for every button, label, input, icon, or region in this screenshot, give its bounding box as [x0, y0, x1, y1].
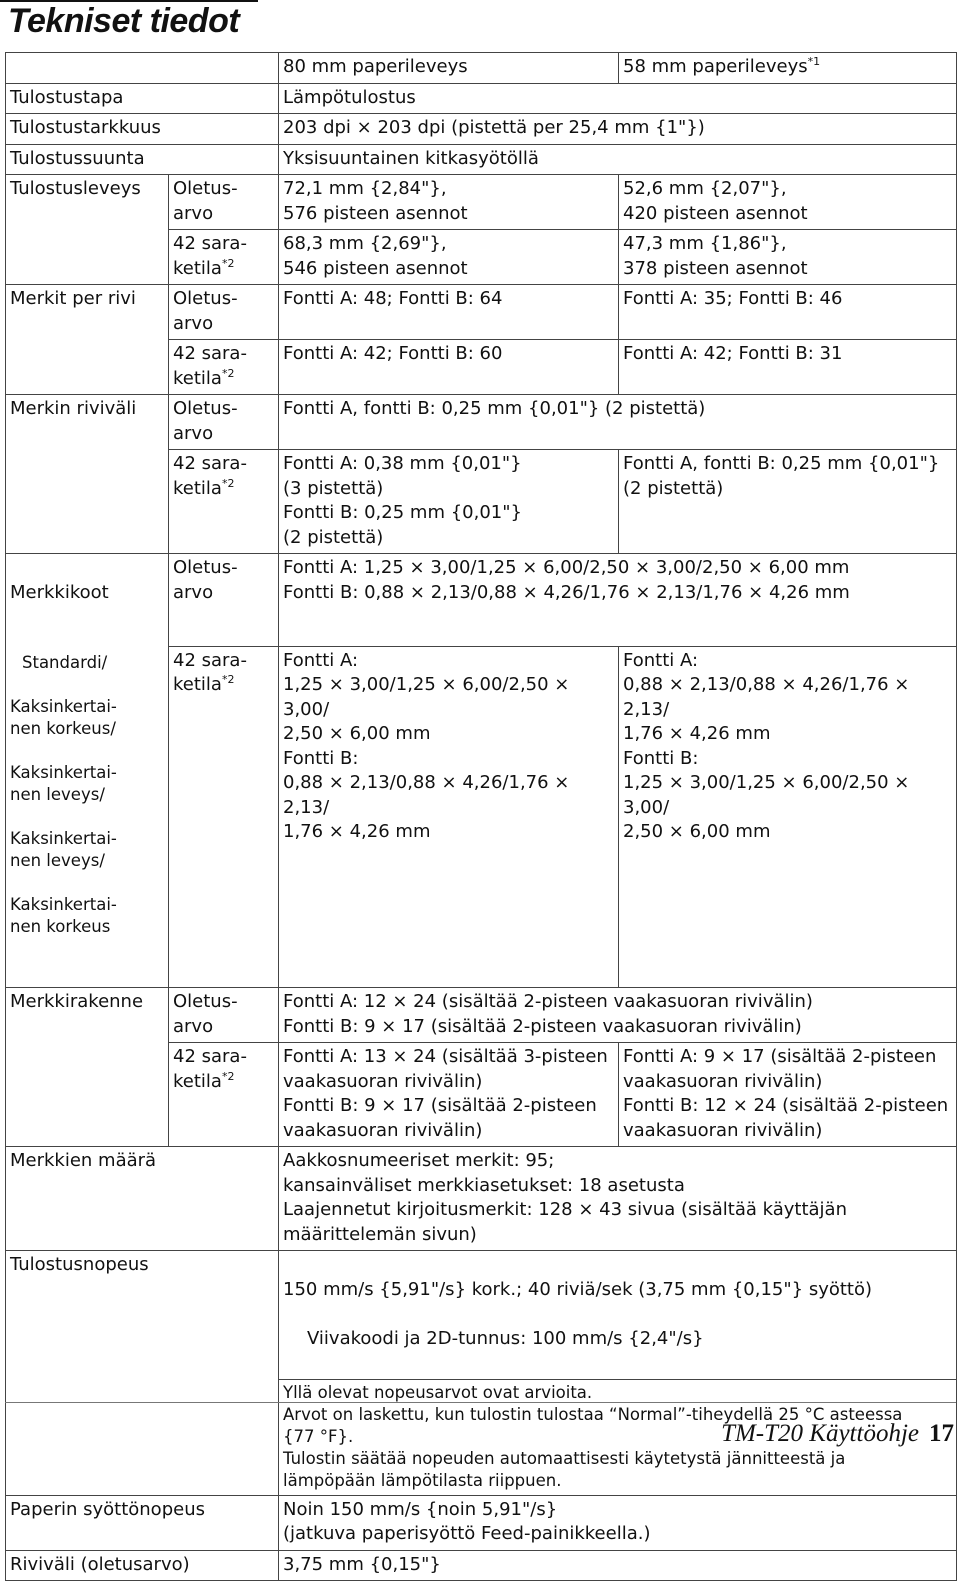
sublabel-42-column: [169, 340, 279, 395]
row-char-count: [6, 1147, 957, 1251]
sublabel-default: Oletus- arvo: [169, 395, 279, 450]
value-print-speed: [279, 1251, 957, 1380]
label-print-speed: Tulostusnopeus: [6, 1251, 279, 1496]
row-printing-method: [6, 83, 957, 114]
sublabel-42-column: [169, 646, 279, 987]
char-size-sublist: [10, 630, 164, 960]
value-print-density: 203 dpi × 203 dpi (pistettä per 25,4 mm {1"}): [279, 114, 957, 145]
row-char-structure-default: [6, 988, 957, 1043]
label-char-count: Merkkien määrä: [6, 1147, 279, 1251]
header-empty-cell: [6, 53, 279, 84]
page-footer: [721, 1420, 954, 1448]
col-header-58mm-label: 58 mm paperileveys: [623, 56, 808, 77]
print-speed-notes: Yllä olevat nopeusarvot ovat arvioita. Arvot on laskettu, kun tulostin tulostaa “Normal”-tiheydellä 25 °C asteessa {77 °F}. Tulostin säätää nopeuden automaattisesti käytetystä jännitteestä ja lämpöpään lämpötilasta riippuen.: [279, 1379, 957, 1495]
value-width-default-80: 72,1 mm {2,84"}, 576 pisteen asennot: [279, 175, 619, 230]
sublabel-42-column-text: 42 sara- ketila: [173, 233, 247, 279]
label-line-spacing: Riviväli (oletusarvo): [6, 1550, 279, 1581]
char-size-sub-item: Kaksinkertai- nen korkeus: [10, 894, 117, 936]
row-line-spacing: [6, 1550, 957, 1581]
value-width-42col-58: 47,3 mm {1,86"}, 378 pisteen asennot: [619, 230, 957, 285]
sublabel-42-column: [169, 230, 279, 285]
row-feed-speed: [6, 1495, 957, 1550]
sublabel-default: Oletus- arvo: [169, 988, 279, 1043]
sublabel-42-column: [169, 1043, 279, 1147]
sublabel-42-column-text: 42 sara- ketila: [173, 453, 247, 499]
value-size-42col-58: Fontti A: 0,88 × 2,13/0,88 × 4,26/1,76 × 2,13/ 1,76 × 4,26 mm Fontti B: 1,25 × 3,00/1,25 × 6,00/2,50 × 3,00/ 2,50 × 6,00 mm: [619, 646, 957, 987]
char-size-sub-item: Kaksinkertai- nen korkeus/: [10, 696, 117, 738]
label-print-direction: Tulostussuunta: [6, 144, 279, 175]
value-width-default-58: 52,6 mm {2,07"}, 420 pisteen asennot: [619, 175, 957, 230]
value-spacing-42col-80: Fontti A: 0,38 mm {0,01"} (3 pistettä) Fontti B: 0,25 mm {0,01"} (2 pistettä): [279, 450, 619, 554]
value-cpl-default-58: Fontti A: 35; Fontti B: 46: [619, 285, 957, 340]
row-print-density: [6, 114, 957, 145]
sublabel-42-column: [169, 450, 279, 554]
row-print-direction: [6, 144, 957, 175]
sublabel-42-column-text: 42 sara- ketila: [173, 1046, 247, 1092]
value-structure-42col-80: Fontti A: 13 × 24 (sisältää 3-pisteen vaakasuoran rivivälin) Fontti B: 9 × 17 (sisältää 2-pisteen vaakasuoran rivivälin): [279, 1043, 619, 1147]
char-size-sub-item: Standardi/: [22, 652, 108, 672]
char-size-sub-item: Kaksinkertai- nen leveys/: [10, 828, 117, 870]
value-cpl-42col-58: Fontti A: 42; Fontti B: 31: [619, 340, 957, 395]
row-chars-per-line-default: [6, 285, 957, 340]
label-char-structure: Merkkirakenne: [6, 988, 169, 1147]
page-number: 17: [929, 1420, 954, 1447]
footer-title: TM-T20 Käyttöohje: [721, 1420, 919, 1447]
footer-rule: [5, 1402, 956, 1403]
sublabel-default: Oletus- arvo: [169, 285, 279, 340]
header-row: [6, 53, 957, 84]
col-header-80mm: 80 mm paperileveys: [279, 53, 619, 84]
sublabel-default: Oletus- arvo: [169, 175, 279, 230]
sublabel-42-column-text: 42 sara- ketila: [173, 649, 247, 696]
page-title: Tekniset tiedot: [8, 2, 240, 40]
label-print-width: Tulostusleveys: [6, 175, 169, 285]
value-cpl-default-80: Fontti A: 48; Fontti B: 64: [279, 285, 619, 340]
row-print-width-default: [6, 175, 957, 230]
label-char-spacing: Merkin riviväli: [6, 395, 169, 554]
value-spacing-42col-58: Fontti A, fontti B: 0,25 mm {0,01"} (2 pistettä): [619, 450, 957, 554]
label-feed-speed: Paperin syöttönopeus: [6, 1495, 279, 1550]
specifications-table: [5, 52, 957, 1581]
value-size-default: Fontti A: 1,25 × 3,00/1,25 × 6,00/2,50 × 3,00/2,50 × 6,00 mm Fontti B: 0,88 × 2,13/0,88 × 4,26/1,76 × 2,13/1,76 × 4,26 mm: [279, 554, 957, 647]
row-print-speed: [6, 1251, 957, 1380]
value-size-42col-80: Fontti A: 1,25 × 3,00/1,25 × 6,00/2,50 × 3,00/ 2,50 × 6,00 mm Fontti B: 0,88 × 2,13/0,88 × 4,26/1,76 × 2,13/ 1,76 × 4,26 mm: [279, 646, 619, 987]
footnote-ref-1: *1: [807, 55, 821, 68]
value-print-speed-barcode: Viivakoodi ja 2D-tunnus: 100 mm/s {2,4"/s}: [307, 1327, 704, 1349]
footnote-ref-2: *2: [221, 673, 235, 687]
sublabel-default: Oletus- arvo: [169, 554, 279, 647]
char-size-sub-item: Kaksinkertai- nen leveys/: [10, 762, 117, 804]
value-width-42col-80: 68,3 mm {2,69"}, 546 pisteen asennot: [279, 230, 619, 285]
label-chars-per-line: Merkit per rivi: [6, 285, 169, 395]
label-printing-method: Tulostustapa: [6, 83, 279, 114]
value-printing-method: Lämpötulostus: [279, 83, 957, 114]
value-structure-42col-58: Fontti A: 9 × 17 (sisältää 2-pisteen vaakasuoran rivivälin) Fontti B: 12 × 24 (sisältää 2-pisteen vaakasuoran rivivälin): [619, 1043, 957, 1147]
value-char-count: Aakkosnumeeriset merkit: 95; kansainväliset merkkiasetukset: 18 asetusta Laajennetut kirjoitusmerkit: 128 × 43 sivua (sisältää käyttäjän määrittelemän sivun): [279, 1147, 957, 1251]
value-print-speed-main: 150 mm/s {5,91"/s} kork.; 40 riviä/sek (3,75 mm {0,15"} syöttö): [283, 1278, 873, 1300]
value-cpl-42col-80: Fontti A: 42; Fontti B: 60: [279, 340, 619, 395]
col-header-58mm: [619, 53, 957, 84]
value-feed-speed: Noin 150 mm/s {noin 5,91"/s} (jatkuva paperisyöttö Feed-painikkeella.): [279, 1495, 957, 1550]
label-char-size-text: Merkkikoot: [10, 581, 109, 603]
label-print-density: Tulostustarkkuus: [6, 114, 279, 145]
label-char-size: [6, 554, 169, 988]
footnote-ref-2: *2: [221, 1069, 235, 1083]
footnote-ref-2: *2: [221, 256, 235, 270]
row-char-size-default: [6, 554, 957, 647]
value-print-direction: Yksisuuntainen kitkasyötöllä: [279, 144, 957, 175]
value-structure-default: Fontti A: 12 × 24 (sisältää 2-pisteen vaakasuoran rivivälin) Fontti B: 9 × 17 (sisältää 2-pisteen vaakasuoran rivivälin): [279, 988, 957, 1043]
value-spacing-default: Fontti A, fontti B: 0,25 mm {0,01"} (2 pistettä): [279, 395, 957, 450]
footnote-ref-2: *2: [221, 366, 235, 380]
value-line-spacing: 3,75 mm {0,15"}: [279, 1550, 957, 1581]
sublabel-42-column-text: 42 sara- ketila: [173, 343, 247, 389]
footnote-ref-2: *2: [221, 476, 235, 490]
row-char-spacing-default: [6, 395, 957, 450]
